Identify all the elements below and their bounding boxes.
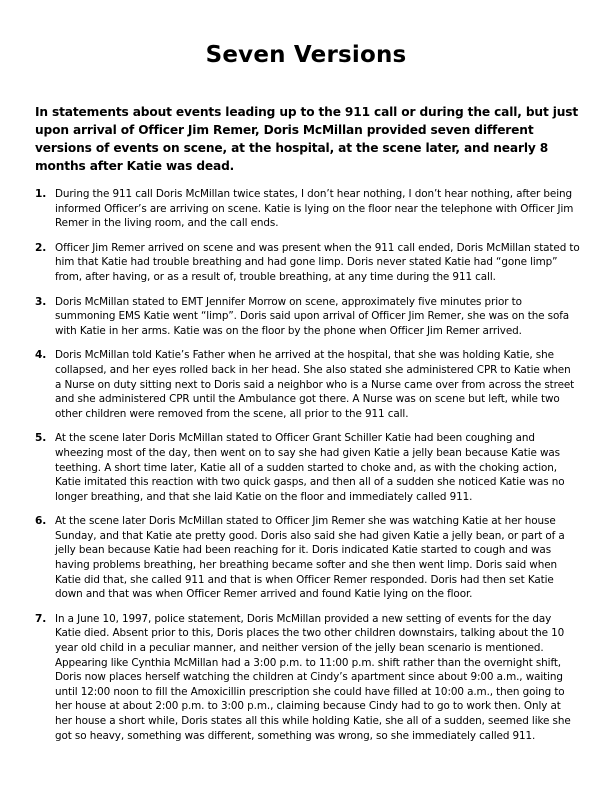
version-number: 7. xyxy=(35,612,47,625)
version-text: Doris McMillan told Katie’s Father when he arrived at the hospital, that she was holding Katie, she collapsed, and her eyes rolled back in her head. She also stated she administered CPR to Katie when a Nurse on duty sitting next to Doris said a neighbor who is a Nurse came over from across the street and she administered CPR until the Ambulance got there. A Nurse was on scene but left, while two other children were removed from the scene, all prior to the 911 call. xyxy=(55,349,575,420)
page-title: Seven Versions xyxy=(205,42,407,68)
versions-list xyxy=(35,187,580,743)
version-item-3 xyxy=(35,295,580,339)
version-text: Officer Jim Remer arrived on scene and was present when the 911 call ended, Doris McMillan stated to him that Katie had trouble breathing and had gone limp. Doris never stated Katie had “gone limp” from, after having, or as a result of, trouble breathing, at any time during the 911 call. xyxy=(55,241,580,283)
version-item-4 xyxy=(35,348,580,421)
version-number: 6. xyxy=(35,515,47,528)
version-item-7 xyxy=(35,612,580,743)
version-item-2 xyxy=(35,241,580,285)
version-item-1 xyxy=(35,187,580,231)
version-item-5 xyxy=(35,431,580,504)
version-number: 2. xyxy=(35,241,47,254)
version-number: 5. xyxy=(35,432,47,445)
intro-paragraph: In statements about events leading up to the 911 call or during the call, but just upon arrival of Officer Jim Remer, Doris McMillan provided seven different versions of events on scene, at the hospital, at the scene later, and nearly 8 months after Katie was dead. xyxy=(35,105,579,173)
version-text: At the scene later Doris McMillan stated to Officer Jim Remer she was watching Katie at her house Sunday, and that Katie ate pretty good. Doris also said she had given Katie a jelly bean, or part of a jelly bean because Katie had been reaching for it. Doris indicated Katie started to cough and was having problems breathing, her breathing became softer and she then went limp. Doris said when Katie did that, she called 911 and that is when Officer Remer responded. Doris had then set Katie down and that was when Officer Remer arrived and found Katie lying on the floor. xyxy=(55,515,565,601)
version-item-6 xyxy=(35,514,580,602)
version-text: During the 911 call Doris McMillan twice states, I don’t hear nothing, I don’t hear nothing, after being informed Officer’s are arriving on scene. Katie is lying on the floor near the telephone with Officer Jim Remer in the living room, and the call ends. xyxy=(55,188,574,230)
version-text: Doris McMillan stated to EMT Jennifer Morrow on scene, approximately five minutes prior to summoning EMS Katie went “limp”. Doris said upon arrival of Officer Jim Remer, she was on the sofa with Katie in her arms. Katie was on the floor by the phone when Officer Jim Remer arrived. xyxy=(55,295,570,337)
version-text: At the scene later Doris McMillan stated to Officer Grant Schiller Katie had been coughing and wheezing most of the day, then went on to say she had given Katie a jelly bean because Katie was teething. A short time later, Katie all of a sudden started to choke and, as with the choking action, Katie imitated this reaction with two quick gasps, and then all of a sudden she noticed Katie was no longer breathing, and that she laid Katie on the floor and immediately called 911. xyxy=(55,432,565,503)
version-number: 3. xyxy=(35,295,47,308)
version-text: In a June 10, 1997, police statement, Doris McMillan provided a new setting of events for the day Katie died. Absent prior to this, Doris places the two other children downstairs, talking about the 10 year old child in a peculiar manner, and neither version of the jelly bean scenario is mentioned. Appearing like Cynthia McMillan had a 3:00 p.m. to 11:00 p.m. shift rather than the overnight shift, Doris now places herself watching the children at Cindy’s apartment since about 9:00 a.m., waiting until 12:00 noon to fill the Amoxicillin prescription she could have filled at 10:00 a.m., then going to her house at about 2:00 p.m. to 3:00 p.m., claiming because Cindy had to go to work then. Only at her house a short while, Doris states all this while holding Katie, she all of a sudden, seemed like she got so heavy, something was different, something was wrong, so she immediately called 911. xyxy=(55,612,571,742)
version-number: 1. xyxy=(35,188,47,200)
version-number: 4. xyxy=(35,349,47,362)
